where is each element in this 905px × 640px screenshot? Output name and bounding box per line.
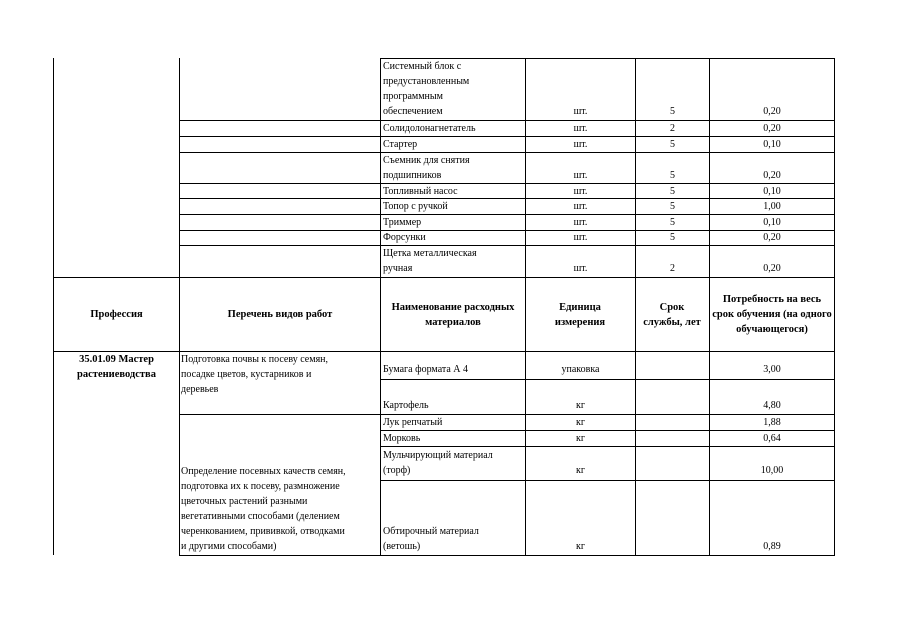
material-name-line: Съемник для снятия	[383, 155, 470, 166]
material-need: 0,89	[763, 541, 781, 552]
material-need: 0,20	[763, 232, 781, 243]
header-unit: Единица измерения	[554, 301, 606, 328]
material-term: 5	[670, 139, 675, 150]
material-need: 3,00	[763, 364, 781, 375]
material-need: 10,00	[760, 465, 784, 476]
material-unit: шт.	[573, 106, 588, 117]
table-border	[709, 277, 710, 352]
material-term: 5	[670, 106, 675, 117]
material-term: 5	[670, 186, 675, 197]
table-border	[380, 277, 381, 352]
table-border	[53, 58, 54, 277]
material-term: 5	[670, 232, 675, 243]
material-name-line: ручная	[383, 263, 413, 274]
material-name-line: Обтирочный материал	[383, 526, 479, 537]
material-unit: шт.	[573, 170, 588, 181]
work-type-line: подготовка их к посеву, размножение	[181, 481, 340, 492]
work-type-line: Определение посевных качеств семян,	[181, 466, 346, 477]
work-type-line: вегетативными способами (делением	[181, 511, 340, 522]
material-name-line: Лук репчатый	[383, 417, 443, 428]
material-need: 0,10	[763, 217, 781, 228]
table-border	[525, 351, 526, 555]
work-type-line: цветочных растений разными	[181, 496, 308, 507]
material-name-line: Солидолонагнетатель	[383, 123, 476, 134]
material-unit: упаковка	[561, 364, 600, 375]
material-name-line: (ветошь)	[383, 541, 421, 552]
table-border	[179, 351, 180, 555]
table-border	[834, 351, 835, 555]
material-name-line: Топор с ручкой	[383, 201, 448, 212]
table-border	[709, 351, 710, 555]
table-border	[635, 277, 636, 352]
material-need: 0,10	[763, 186, 781, 197]
material-unit: шт.	[573, 263, 588, 274]
material-term: 5	[670, 217, 675, 228]
material-name-line: Стартер	[383, 139, 418, 150]
material-term: 2	[670, 263, 675, 274]
table-border	[834, 277, 835, 352]
material-unit: кг	[576, 433, 585, 444]
material-name-line: (торф)	[383, 465, 411, 476]
header-profession: Профессия	[90, 309, 143, 320]
header-need: Потребность на весь срок обучения (на одного обучающегося)	[712, 294, 832, 335]
material-name-line: Мульчирующий материал	[383, 450, 493, 461]
material-unit: шт.	[573, 123, 588, 134]
material-unit: кг	[576, 417, 585, 428]
material-need: 0,20	[763, 263, 781, 274]
material-unit: шт.	[573, 232, 588, 243]
header-works: Перечень видов работ	[227, 309, 333, 320]
profession-name-line: 35.01.09 Мастер	[79, 354, 154, 365]
material-name-line: Триммер	[383, 217, 422, 228]
material-need: 0,20	[763, 106, 781, 117]
material-need: 0,20	[763, 170, 781, 181]
material-name-line: Бумага формата А 4	[383, 364, 469, 375]
material-name-line: Картофель	[383, 400, 429, 411]
table-border	[380, 379, 835, 380]
material-term: 5	[670, 170, 675, 181]
material-unit: кг	[576, 541, 585, 552]
header-term: Срок службы, лет	[643, 301, 701, 328]
material-need: 1,00	[763, 201, 781, 212]
material-name-line: Форсунки	[383, 232, 426, 243]
material-unit: шт.	[573, 201, 588, 212]
table-border	[635, 351, 636, 555]
table-border	[525, 277, 526, 352]
material-name-line: Щетка металлическая	[383, 248, 477, 259]
material-name-line: Морковь	[383, 433, 421, 444]
material-need: 0,10	[763, 139, 781, 150]
material-unit: кг	[576, 465, 585, 476]
material-unit: шт.	[573, 139, 588, 150]
material-need: 0,64	[763, 433, 781, 444]
material-name-line: Топливный насос	[383, 186, 458, 197]
material-name-line: Системный блок с	[383, 61, 462, 72]
work-type-line: деревьев	[181, 384, 219, 395]
header-material: Наименование расходных материалов	[391, 301, 515, 328]
table-border	[179, 555, 835, 556]
material-need: 4,80	[763, 400, 781, 411]
material-name-line: программным	[383, 91, 443, 102]
work-type-line: Подготовка почвы к посеву семян,	[181, 354, 329, 365]
material-name-line: обеспечением	[383, 106, 443, 117]
material-term: 2	[670, 123, 675, 134]
material-unit: кг	[576, 400, 585, 411]
material-term: 5	[670, 201, 675, 212]
profession-name-line: растениеводства	[77, 369, 156, 380]
material-name-line: предустановленным	[383, 76, 470, 87]
material-unit: шт.	[573, 217, 588, 228]
table-border	[380, 480, 835, 481]
material-need: 0,20	[763, 123, 781, 134]
table-border	[380, 351, 381, 555]
material-unit: шт.	[573, 186, 588, 197]
work-type-line: черенкованием, прививкой, отводками	[181, 526, 345, 537]
work-type-line: и другими способами)	[181, 541, 277, 552]
work-type-line: посадке цветов, кустарников и	[181, 369, 312, 380]
material-need: 1,88	[763, 417, 781, 428]
material-name-line: подшипников	[383, 170, 442, 181]
